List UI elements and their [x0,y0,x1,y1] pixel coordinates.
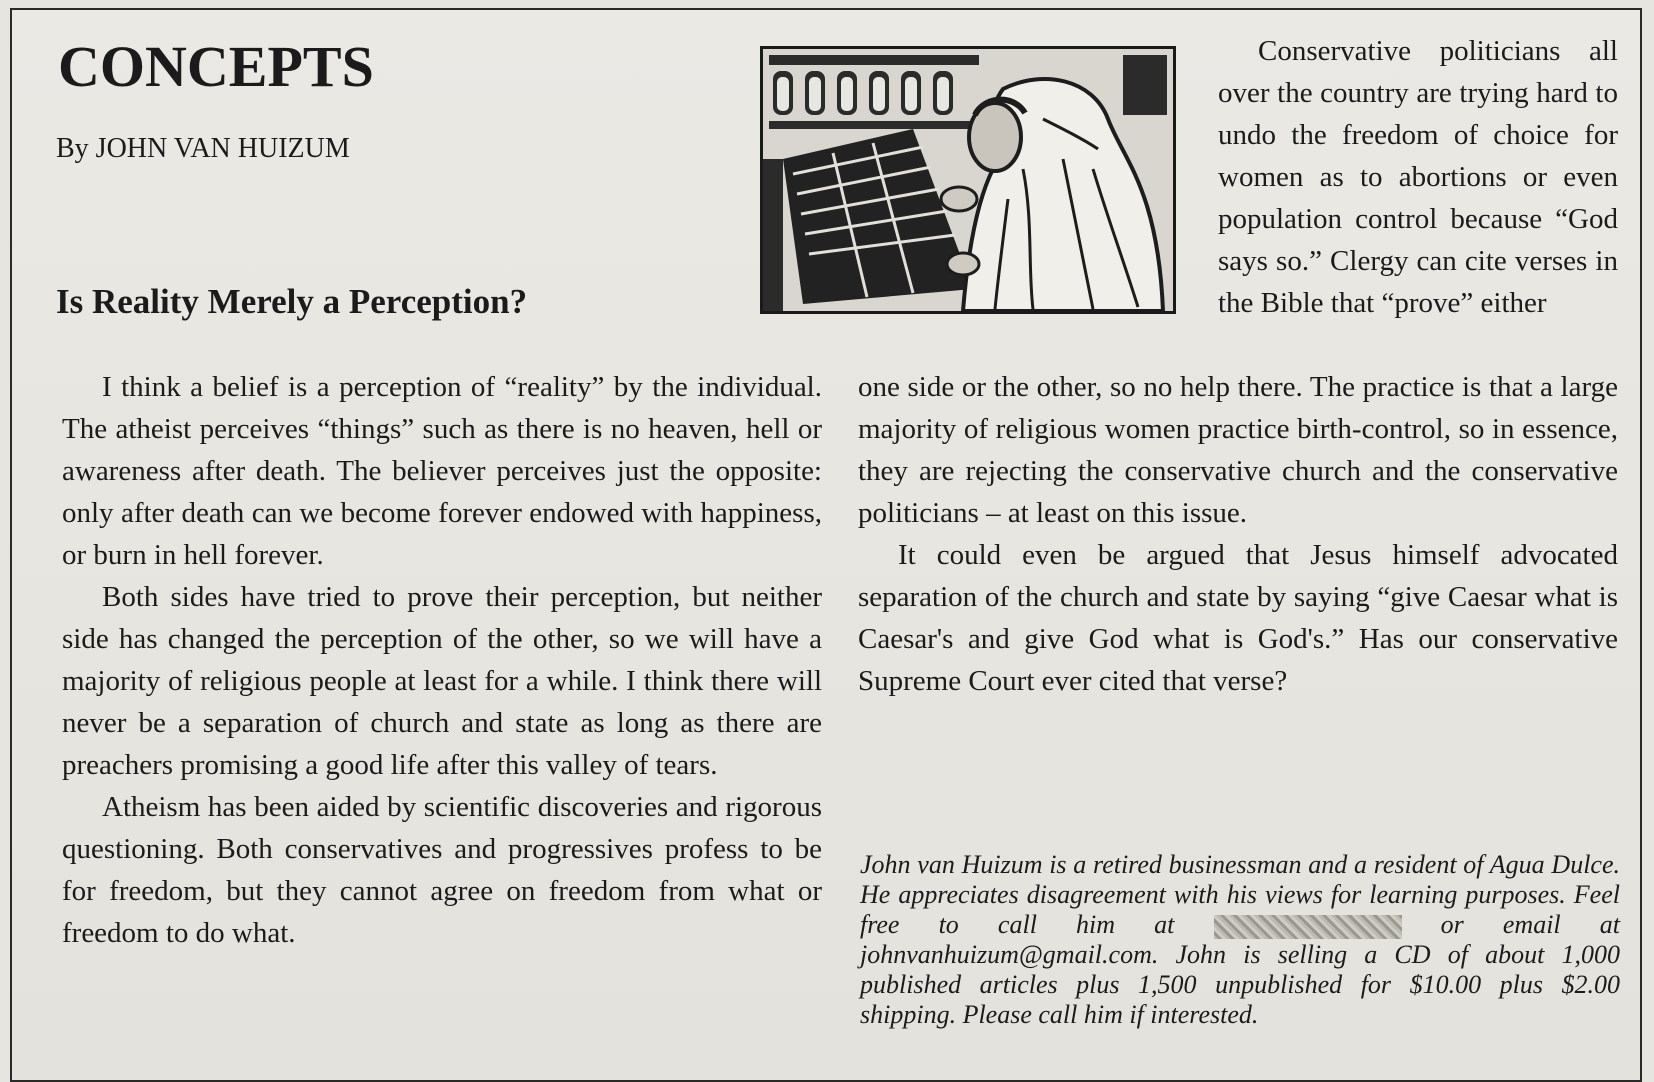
article-column-left [62,366,822,954]
article-paragraph: one side or the other, so no help there. The practice is that a large majority of religious women practice birth-control, so in essence, they are rejecting the conservative church and the conservative politicians – at least on this issue. [858,371,1618,529]
article-column-right [858,366,1618,702]
redacted-phone-number [1214,915,1402,939]
byline: By JOHN VAN HUIZUM [56,133,350,164]
article-paragraph: Conservative politicians all over the country are trying hard to undo the freedom of choice for women as to abortions or even population control because “God says so.” Clergy can cite verses in the Bible that “prove” either [1218,35,1618,319]
woodcut-illustration [760,46,1176,314]
author-bio [860,850,1620,1030]
article-column-right-top [1218,30,1618,324]
article-paragraph: Atheism has been aided by scientific discoveries and rigorous questioning. Both conservatives and progressives profess to be for freedom, but they cannot agree on freedom from what or freedom to do what. [62,791,822,949]
column-title: CONCEPTS [58,34,374,99]
monk-at-desk-illustration [763,49,1173,311]
author-bio-text: or email at johnvanhuizum@gmail.com. John is selling a CD of about 1,000 published articles plus 1,500 unpublished for $10.00 plus $2.00 shipping. Please call him if interested. [860,910,1620,1029]
author-bio-text: John van Huizum is a retired businessman and a resident of Agua Dulce. He appreciates disagreement with his views for learning purposes. Feel free to call him at [860,850,1620,939]
article-headline: Is Reality Merely a Perception? [56,282,528,321]
newspaper-clipping [10,8,1642,1082]
article-paragraph: Both sides have tried to prove their perception, but neither side has changed the perception of the other, so we will have a majority of religious people at least for a while. I think there will never be a separation of church and state as long as there are preachers promising a good life after this valley of tears. [62,581,822,781]
article-paragraph: I think a belief is a perception of “reality” by the individual. The atheist perceives “things” such as there is no heaven, hell or awareness after death. The believer perceives just the opposite: only after death can we become forever endowed with happiness, or burn in hell forever. [62,371,822,571]
article-paragraph: It could even be argued that Jesus himself advocated separation of the church and state by saying “give Caesar what is Caesar's and give God what is God's.” Has our conservative Supreme Court ever cited that verse? [858,539,1618,697]
